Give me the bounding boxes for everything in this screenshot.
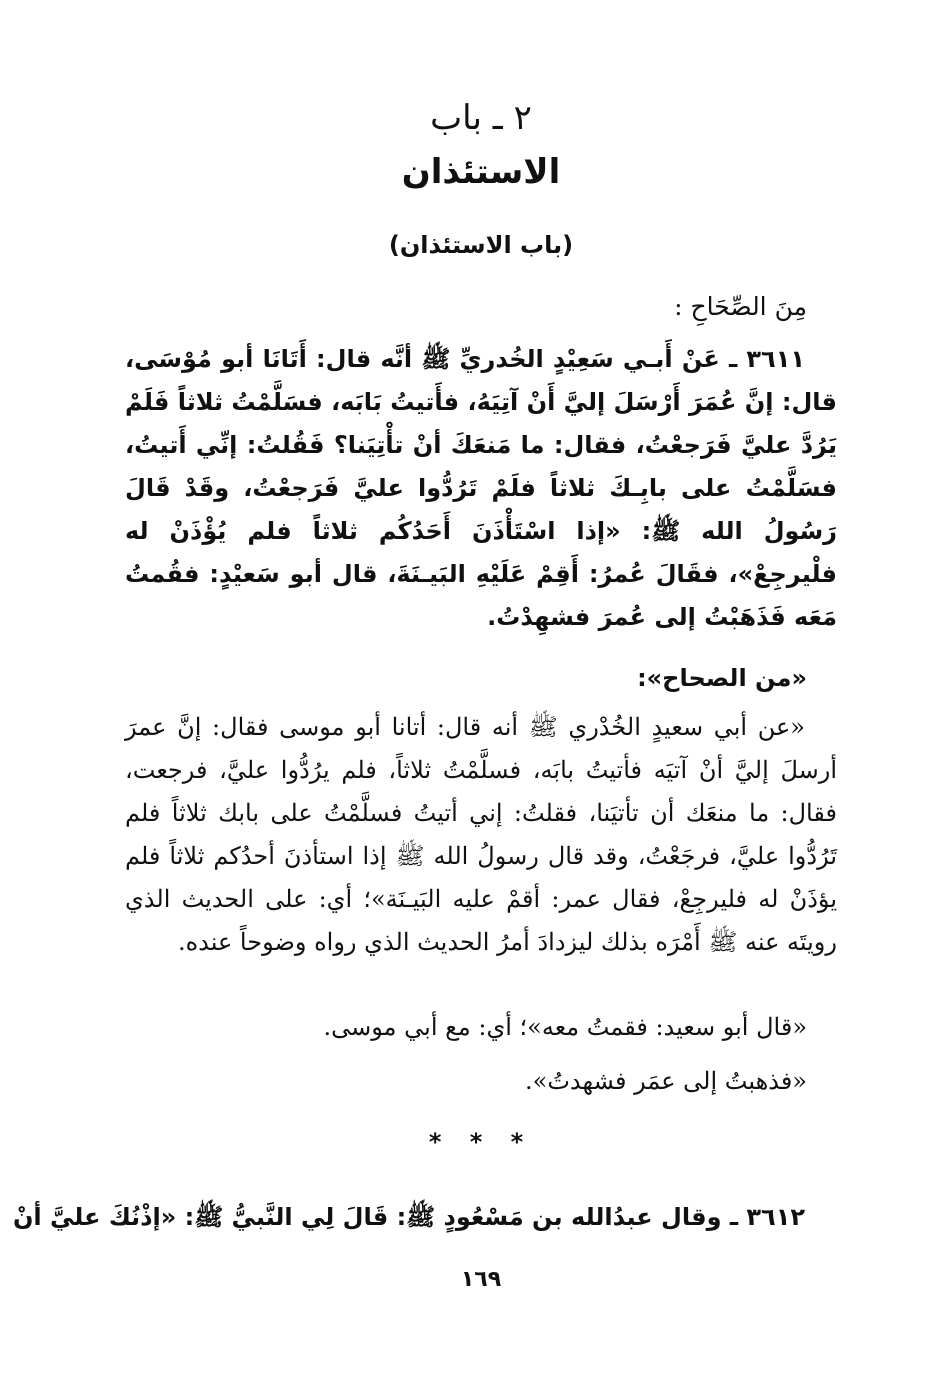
sharh-short-line: «قال أبو سعيد: فقمتُ معه»؛ أي: مع أبي موسى. <box>323 1013 807 1041</box>
section-separator: * * * <box>428 1128 534 1156</box>
hadith-paragraph: ٣٦١١ ـ عَنْ أَبـي سَعِيْدٍ الخُدريِّ ﷺ أنَّه قال: أَتَانَا أبو مُوْسَى، قال: إنَّ عُمَرَ أَرْسَلَ إليَّ أَنْ آتِيَهُ، فأَتيتُ بَابَه، فسَلَّمْتُ ثلاثاً فَلَمْ يَرُدَّ عليَّ فَرَجعْتُ، فقال: ما مَنعَكَ أنْ تأْتِيَنا؟ فَقُلتُ: إنِّي أَتيتُ، فسَلَّمْتُ على بابِـكَ ثلاثاً فلَمْ تَرُدُّوا عليَّ فَرَجعْتُ، وقَدْ قَالَ رَسُولُ الله ﷺ: «إذا اسْتَأْذَنَ أَحَدُكُم ثلاثاً فلم يُؤْذَنْ له فلْيرجِعْ»، فقَالَ عُمرُ: أَقِمْ عَلَيْهِ البَيـنَةَ، قال أبو سَعيْدٍ: فقُمتُ مَعَه فَذَهَبْتُ إلى عُمرَ فشهِدْتُ. <box>125 345 837 631</box>
sharh-paragraph: «عن أبي سعيدٍ الخُدْري ﷺ أنه قال: أتانا أبو موسى فقال: إنَّ عمرَ أرسلَ إليَّ أنْ آتيَه فأتيتُ بابَه، فسلَّمْتُ ثلاثاً، فلم يرُدُّوا عليَّ، فرجعت، فقال: ما منعَك أن تأتيَنا، فقلتُ: إني أتيتُ فسلَّمْتُ على بابك ثلاثاً فلم تَرُدُّوا عليَّ، فرجَعْتُ، وقد قال رسولُ الله ﷺ إذا استأذنَ أحدُكم ثلاثاً فلم يؤذَنْ له فليرجِعْ، فقال عمر: أقمْ عليه البَيـنَة»؛ أي: على الحديث الذي رويتَه عنه ﷺ أَمْرَه بذلك ليزدادَ أمرُ الحديث الذي رواه وضوحاً عنده. <box>125 713 837 956</box>
hadith-3612-start: ٣٦١٢ ـ وقال عبدُالله بن مَسْعُودٍ ﷺ: قَالَ لِي النَّبيُّ ﷺ: «إذْنُكَ عليَّ أنْ <box>12 1203 805 1231</box>
hadith-3611-text <box>125 338 837 639</box>
chapter-label: ٢ ـ باب <box>430 98 532 138</box>
chapter-title: الاستئذان <box>401 152 561 192</box>
sharh-short-line: «فذهبتُ إلى عمَر فشهدتُ». <box>525 1067 807 1095</box>
sharh-text <box>125 706 837 964</box>
chapter-subtitle: (باب الاستئذان) <box>388 231 574 259</box>
page-number: ١٦٩ <box>460 1267 502 1292</box>
book-page <box>12 0 837 1376</box>
sharh-heading: «من الصحاح»: <box>637 664 807 692</box>
section-heading: مِنَ الصِّحَاحِ : <box>674 292 807 321</box>
